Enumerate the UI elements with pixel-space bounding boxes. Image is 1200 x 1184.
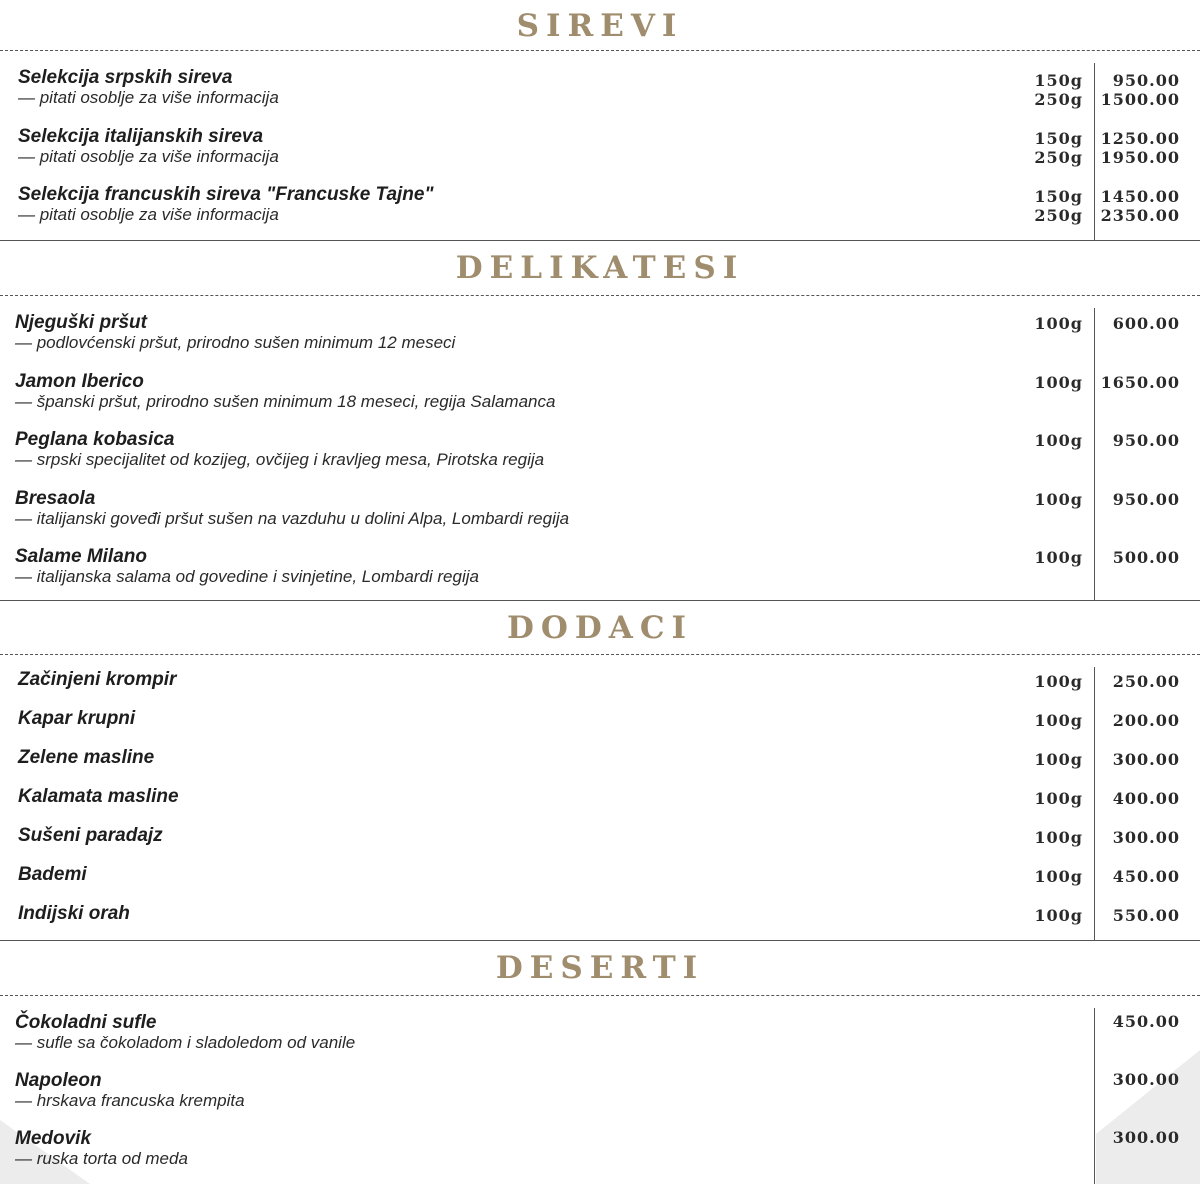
menu-item bbox=[0, 1128, 1200, 1168]
item-weight: 150g bbox=[1034, 187, 1083, 206]
item-weight: 100g bbox=[1034, 906, 1083, 925]
item-name: Zelene masline bbox=[18, 747, 155, 768]
menu-item bbox=[0, 708, 1200, 748]
item-description: — pitati osoblje za više informacija bbox=[18, 147, 279, 166]
section-deserti bbox=[0, 942, 1200, 1184]
item-name: Sušeni paradajz bbox=[18, 825, 163, 846]
item-name: Selekcija italijanskih sireva bbox=[18, 126, 264, 147]
item-name: Njeguški pršut bbox=[15, 312, 147, 333]
item-weight: 100g bbox=[1034, 490, 1083, 509]
item-name: Kalamata masline bbox=[18, 786, 179, 807]
item-description: — španski pršut, prirodno sušen minimum 18 meseci, regija Salamanca bbox=[15, 392, 556, 411]
menu-item bbox=[0, 312, 1200, 352]
item-description: — hrskava francuska krempita bbox=[15, 1091, 245, 1110]
item-description: — italijanska salama od govedine i svinjetine, Lombardi regija bbox=[15, 567, 479, 586]
item-weight: 100g bbox=[1034, 431, 1083, 450]
item-weight: 150g bbox=[1034, 71, 1083, 90]
item-price: 450.00 bbox=[1112, 1012, 1180, 1031]
item-description: — pitati osoblje za više informacija bbox=[18, 205, 279, 224]
menu-item bbox=[0, 126, 1200, 166]
item-weight: 250g bbox=[1034, 206, 1083, 225]
item-weight: 150g bbox=[1034, 129, 1083, 148]
item-name: Selekcija francuskih sireva "Francuske Tajne" bbox=[18, 184, 434, 205]
section-title: SIREVI bbox=[516, 8, 684, 44]
dashed-divider bbox=[0, 50, 1200, 51]
item-price: 1450.00 bbox=[1100, 187, 1180, 206]
item-weight: 250g bbox=[1034, 148, 1083, 167]
item-description: — sufle sa čokoladom i sladoledom od vanile bbox=[15, 1033, 356, 1052]
menu-item bbox=[0, 546, 1200, 586]
item-weight: 100g bbox=[1034, 867, 1083, 886]
item-price: 300.00 bbox=[1112, 828, 1180, 847]
menu-item bbox=[0, 864, 1200, 904]
item-price: 200.00 bbox=[1112, 711, 1180, 730]
item-price: 250.00 bbox=[1112, 672, 1180, 691]
item-description: — srpski specijalitet od kozijeg, ovčijeg i kravljeg mesa, Pirotska regija bbox=[15, 450, 545, 469]
section-title: DODACI bbox=[507, 610, 693, 646]
item-name: Bademi bbox=[18, 864, 87, 885]
item-name: Medovik bbox=[15, 1128, 92, 1149]
section-title: DELIKATESI bbox=[455, 250, 745, 286]
menu-item bbox=[0, 903, 1200, 943]
item-weight: 100g bbox=[1034, 750, 1083, 769]
item-price: 450.00 bbox=[1112, 867, 1180, 886]
item-weight: 100g bbox=[1034, 711, 1083, 730]
item-weight: 100g bbox=[1034, 789, 1083, 808]
item-name: Selekcija srpskih sireva bbox=[18, 67, 233, 88]
item-price: 1250.00 bbox=[1100, 129, 1180, 148]
menu-item bbox=[0, 669, 1200, 709]
section-bottom-rule bbox=[0, 240, 1200, 241]
item-name: Salame Milano bbox=[15, 546, 147, 567]
item-price: 1950.00 bbox=[1100, 148, 1180, 167]
item-price: 550.00 bbox=[1112, 906, 1180, 925]
item-price: 1500.00 bbox=[1100, 90, 1180, 109]
menu-item bbox=[0, 67, 1200, 107]
item-weight: 100g bbox=[1034, 373, 1083, 392]
item-name: Peglana kobasica bbox=[15, 429, 175, 450]
item-weight: 100g bbox=[1034, 314, 1083, 333]
item-price: 950.00 bbox=[1112, 490, 1180, 509]
item-price: 300.00 bbox=[1112, 750, 1180, 769]
item-price: 950.00 bbox=[1112, 431, 1180, 450]
item-name: Jamon Iberico bbox=[15, 371, 144, 392]
dashed-divider bbox=[0, 654, 1200, 655]
item-price: 300.00 bbox=[1112, 1128, 1180, 1147]
dashed-divider bbox=[0, 295, 1200, 296]
item-price: 500.00 bbox=[1112, 548, 1180, 567]
item-name: Kapar krupni bbox=[18, 708, 136, 729]
item-weight: 100g bbox=[1034, 672, 1083, 691]
item-name: Napoleon bbox=[15, 1070, 102, 1091]
item-description: — italijanski goveđi pršut sušen na vazduhu u dolini Alpa, Lombardi regija bbox=[15, 509, 570, 528]
section-dodaci bbox=[0, 602, 1200, 942]
item-description: — ruska torta od meda bbox=[15, 1149, 188, 1168]
menu-item bbox=[0, 488, 1200, 528]
item-name: Indijski orah bbox=[18, 903, 130, 924]
item-price: 2350.00 bbox=[1100, 206, 1180, 225]
item-price: 400.00 bbox=[1112, 789, 1180, 808]
menu-item bbox=[0, 825, 1200, 865]
item-price: 1650.00 bbox=[1100, 373, 1180, 392]
menu-item bbox=[0, 1070, 1200, 1110]
item-description: — podlovćenski pršut, prirodno sušen minimum 12 meseci bbox=[15, 333, 456, 352]
item-price: 950.00 bbox=[1112, 71, 1180, 90]
menu-item bbox=[0, 1012, 1200, 1052]
menu-item bbox=[0, 786, 1200, 826]
item-price: 300.00 bbox=[1112, 1070, 1180, 1089]
item-name: Začinjeni krompir bbox=[18, 669, 177, 690]
menu-item bbox=[0, 184, 1200, 224]
section-bottom-rule bbox=[0, 940, 1200, 941]
dashed-divider bbox=[0, 995, 1200, 996]
section-bottom-rule bbox=[0, 600, 1200, 601]
item-price: 600.00 bbox=[1112, 314, 1180, 333]
menu-item bbox=[0, 747, 1200, 787]
item-weight: 100g bbox=[1034, 548, 1083, 567]
item-weight: 100g bbox=[1034, 828, 1083, 847]
section-title: DESERTI bbox=[495, 950, 705, 986]
item-name: Čokoladni sufle bbox=[15, 1012, 157, 1033]
item-name: Bresaola bbox=[15, 488, 96, 509]
section-delikatesi bbox=[0, 242, 1200, 602]
menu-item bbox=[0, 371, 1200, 411]
item-description: — pitati osoblje za više informacija bbox=[18, 88, 279, 107]
item-weight: 250g bbox=[1034, 90, 1083, 109]
section-sirevi bbox=[0, 0, 1200, 242]
menu-item bbox=[0, 429, 1200, 469]
